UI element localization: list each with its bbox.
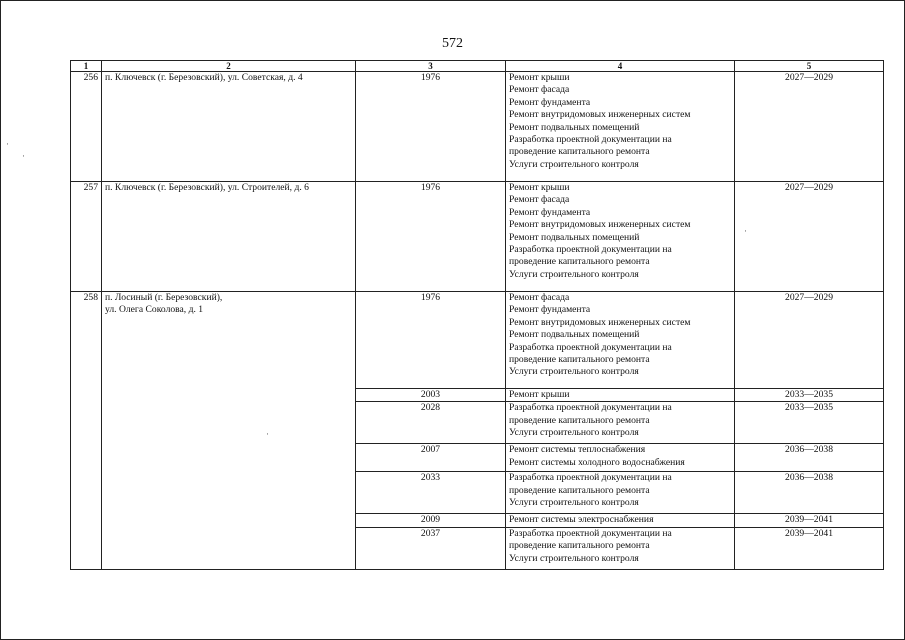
- works-cell: [506, 402, 735, 444]
- work-item: проведение капитального ремонта: [509, 256, 650, 268]
- period-cell: 2027—2029: [735, 292, 884, 389]
- scan-mark: ·: [22, 151, 25, 161]
- row-number-cell: 256: [71, 72, 102, 182]
- column-header: 1: [71, 61, 102, 72]
- scan-mark: ·: [744, 226, 747, 236]
- works-cell: [506, 472, 735, 514]
- works-cell: [506, 527, 735, 569]
- table-body: [71, 72, 884, 570]
- work-item: Разработка проектной документации на: [509, 244, 672, 256]
- period-cell: 2036—2038: [735, 472, 884, 514]
- work-item: Ремонт внутридомовых инженерных систем: [509, 109, 691, 121]
- work-item: Ремонт системы теплоснабжения: [509, 444, 646, 456]
- scan-mark: ·: [266, 429, 269, 439]
- work-item: Услуги строительного контроля: [509, 552, 639, 564]
- work-item: Ремонт фундамента: [509, 206, 591, 218]
- work-item: проведение капитального ремонта: [509, 484, 650, 496]
- work-item: Ремонт фундамента: [509, 304, 591, 316]
- work-item: Ремонт фасада: [509, 84, 570, 96]
- work-item: Ремонт системы электроснабжения: [509, 514, 654, 526]
- scan-mark: ·: [6, 139, 9, 149]
- year-cell: 1976: [356, 182, 506, 292]
- work-item: Ремонт крыши: [509, 182, 570, 193]
- column-header: 5: [735, 61, 884, 72]
- works-cell: [506, 292, 735, 389]
- period-cell: 2039—2041: [735, 527, 884, 569]
- work-item: Разработка проектной документации на: [509, 402, 672, 414]
- address-cell: [102, 292, 356, 570]
- year-cell: 2009: [356, 514, 506, 527]
- work-item: Услуги строительного контроля: [509, 158, 639, 170]
- work-item: Ремонт крыши: [509, 72, 570, 83]
- works-cell: [506, 182, 735, 292]
- year-cell: 2033: [356, 472, 506, 514]
- work-item: проведение капитального ремонта: [509, 354, 650, 366]
- year-cell: 1976: [356, 292, 506, 389]
- work-item: Разработка проектной документации на: [509, 527, 672, 539]
- work-item: проведение капитального ремонта: [509, 146, 650, 158]
- work-item: Услуги строительного контроля: [509, 497, 639, 509]
- address-line: п. Ключевск (г. Березовский), ул. Советская, д. 4: [105, 72, 303, 83]
- work-item: Разработка проектной документации на: [509, 341, 672, 353]
- year-cell: 2028: [356, 402, 506, 444]
- work-item: Ремонт системы холодного водоснабжения: [509, 456, 685, 468]
- period-cell: 2036—2038: [735, 444, 884, 472]
- work-item: Ремонт подвальных помещений: [509, 329, 640, 341]
- row-number-cell: 257: [71, 182, 102, 292]
- work-item: Услуги строительного контроля: [509, 268, 639, 280]
- address-cell: [102, 72, 356, 182]
- capital-repair-table: [70, 60, 884, 570]
- work-item: Ремонт фундамента: [509, 96, 591, 108]
- works-cell: [506, 514, 735, 527]
- period-cell: 2033—2035: [735, 402, 884, 444]
- page-number: 572: [442, 36, 463, 51]
- year-cell: 1976: [356, 72, 506, 182]
- address-line: ул. Олега Соколова, д. 1: [105, 304, 204, 316]
- period-cell: 2027—2029: [735, 182, 884, 292]
- works-cell: [506, 444, 735, 472]
- year-cell: 2003: [356, 389, 506, 402]
- address-cell: [102, 182, 356, 292]
- address-line: п. Ключевск (г. Березовский), ул. Строителей, д. 6: [105, 182, 309, 193]
- work-item: Ремонт фасада: [509, 292, 570, 303]
- works-cell: [506, 389, 735, 402]
- work-item: Ремонт подвальных помещений: [509, 121, 640, 133]
- period-cell: 2039—2041: [735, 514, 884, 527]
- work-item: проведение капитального ремонта: [509, 414, 650, 426]
- column-header: 3: [356, 61, 506, 72]
- works-cell: [506, 72, 735, 182]
- work-item: проведение капитального ремонта: [509, 540, 650, 552]
- work-item: Ремонт крыши: [509, 389, 570, 400]
- work-item: Ремонт внутридомовых инженерных систем: [509, 316, 691, 328]
- table-row: [71, 182, 884, 292]
- work-item: Ремонт подвальных помещений: [509, 231, 640, 243]
- work-item: Разработка проектной документации на: [509, 134, 672, 146]
- work-item: Разработка проектной документации на: [509, 472, 672, 484]
- column-header: 4: [506, 61, 735, 72]
- work-item: Ремонт фасада: [509, 194, 570, 206]
- period-cell: 2033—2035: [735, 389, 884, 402]
- table-row: [71, 292, 884, 389]
- work-item: Услуги строительного контроля: [509, 427, 639, 439]
- column-header: 2: [102, 61, 356, 72]
- table-header-row: [71, 61, 884, 72]
- work-item: Услуги строительного контроля: [509, 366, 639, 378]
- year-cell: 2007: [356, 444, 506, 472]
- address-line: п. Лосиный (г. Березовский),: [105, 292, 223, 303]
- work-item: Ремонт внутридомовых инженерных систем: [509, 219, 691, 231]
- table-row: [71, 72, 884, 182]
- period-cell: 2027—2029: [735, 72, 884, 182]
- row-number-cell: 258: [71, 292, 102, 570]
- year-cell: 2037: [356, 527, 506, 569]
